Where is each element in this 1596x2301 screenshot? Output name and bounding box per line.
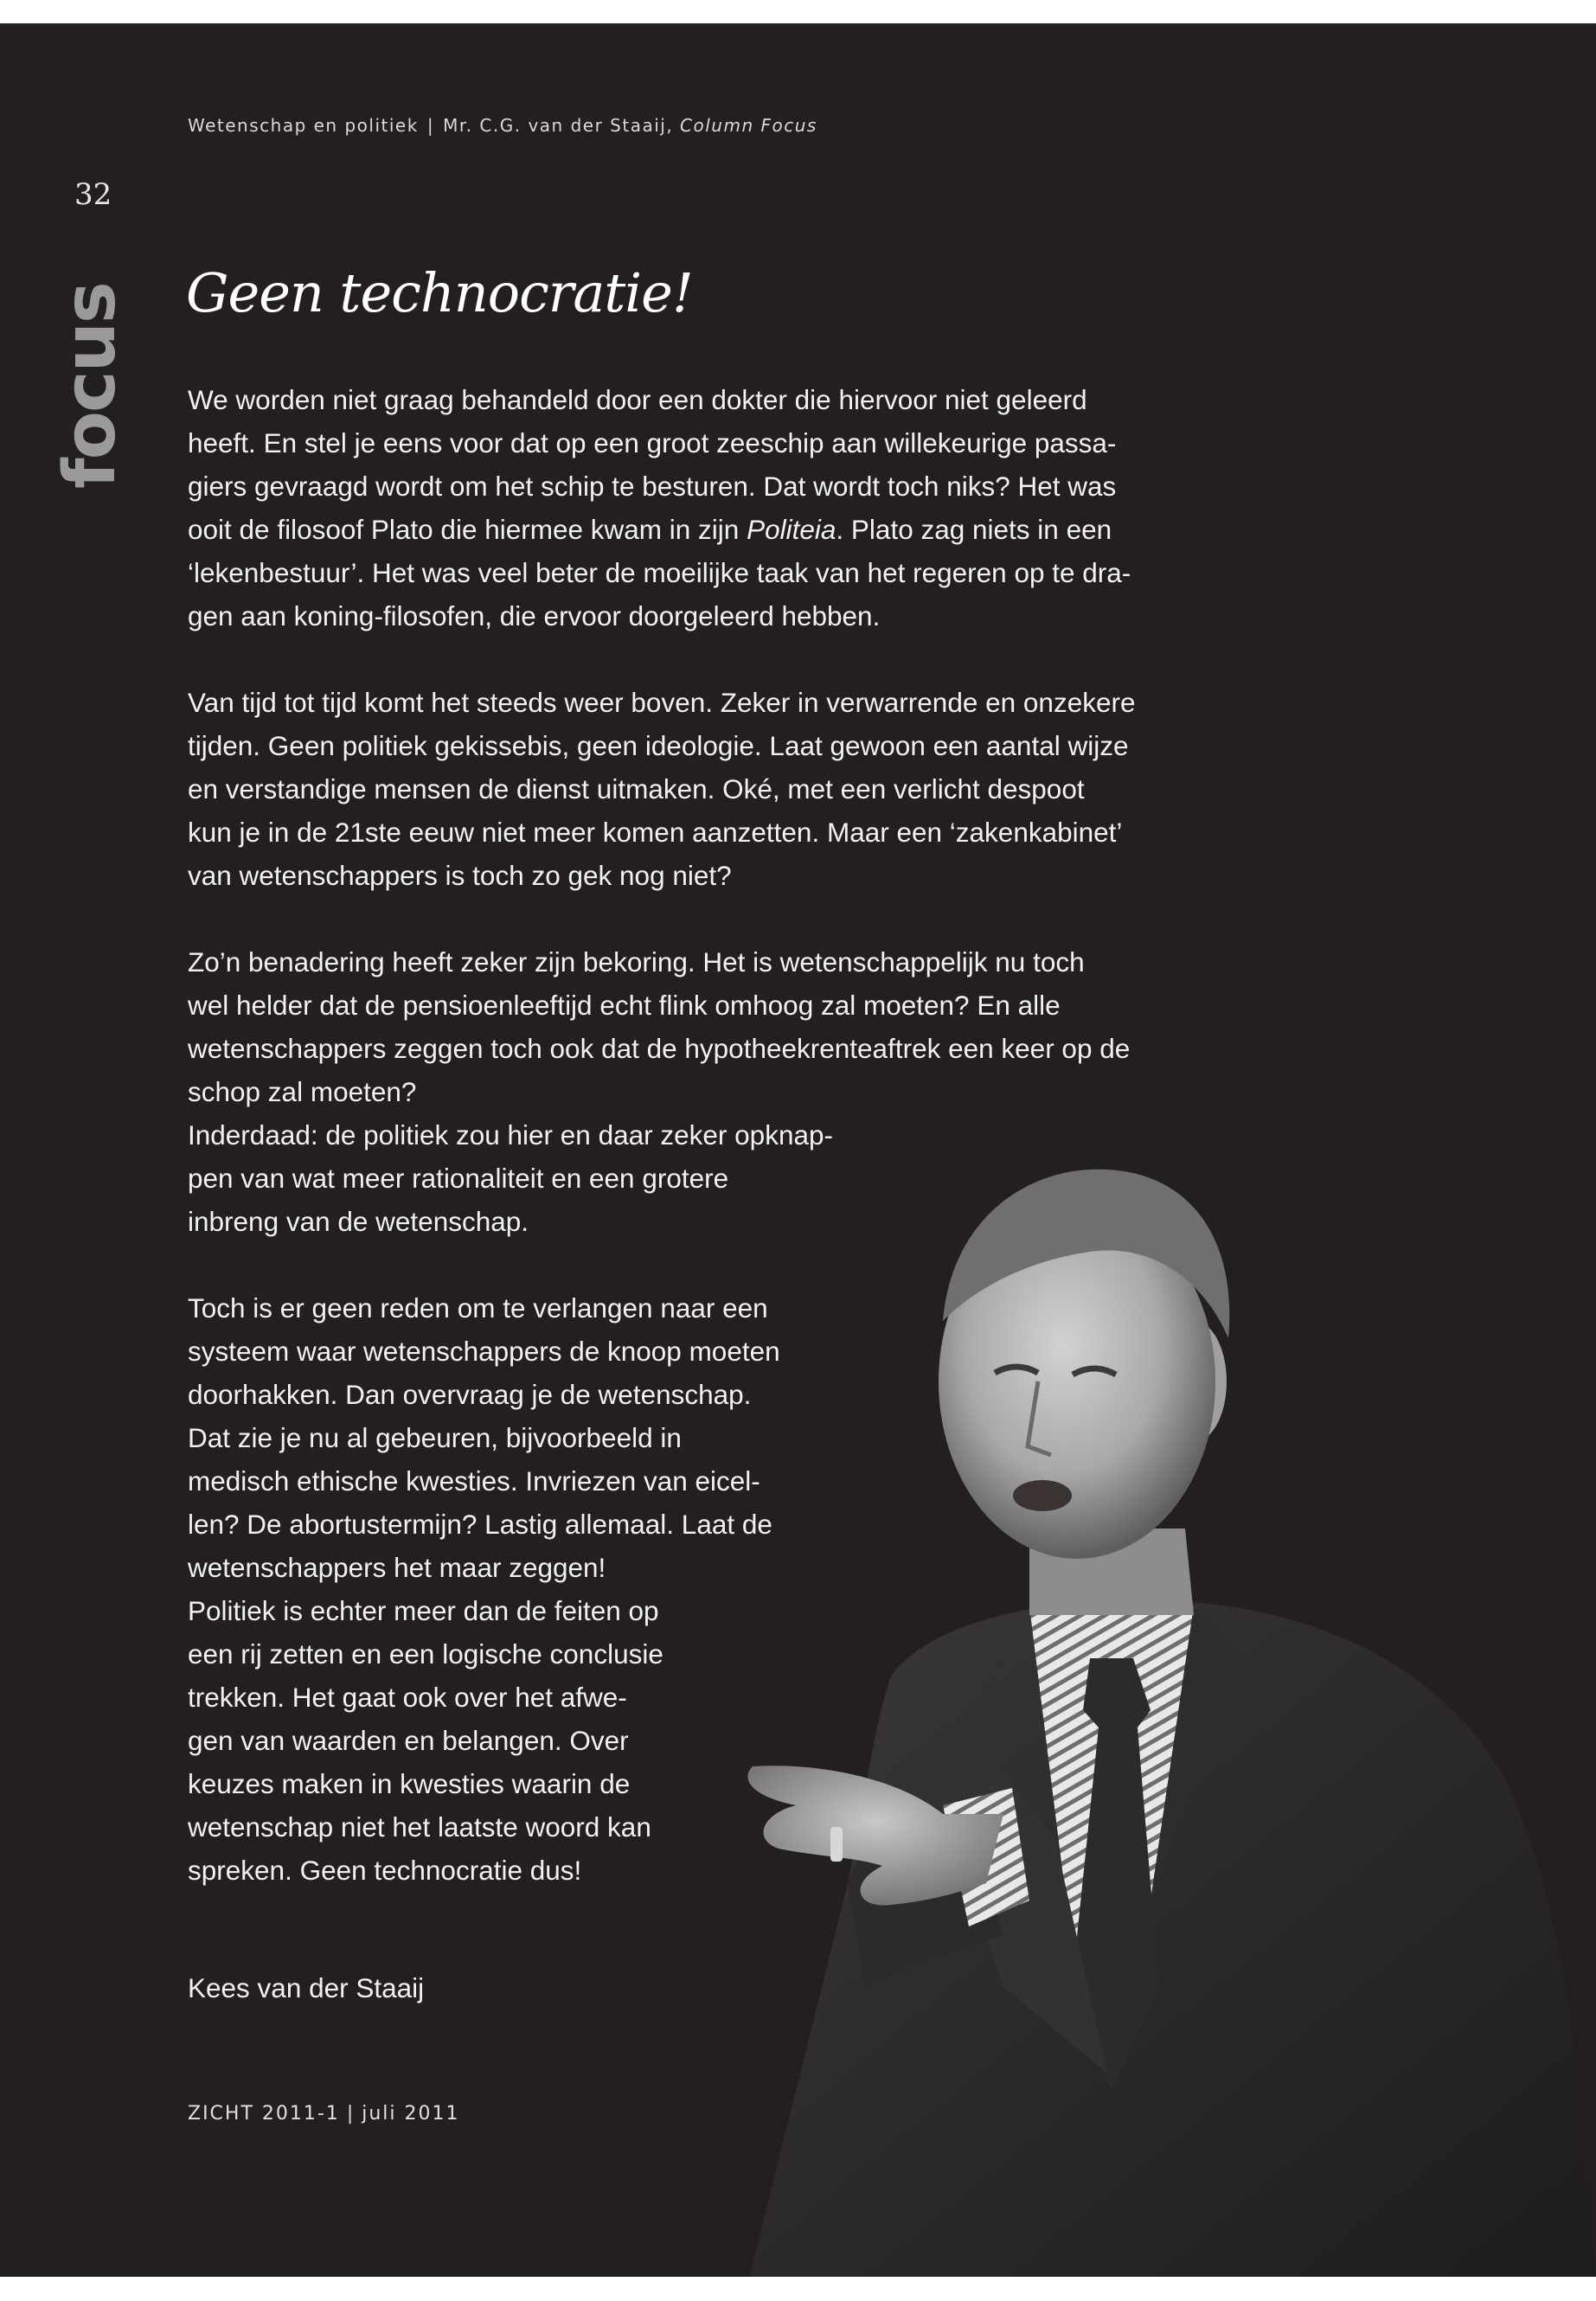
paragraph-4-line: medisch ethische kwesties. Invriezen van eicel- bbox=[188, 1465, 760, 1497]
book-title-politeia: Politeia bbox=[747, 514, 836, 545]
footer-publication: ZICHT 2011-1 bbox=[188, 2103, 340, 2125]
paragraph-2-line: kun je in de 21ste eeuw niet meer komen aanzetten. Maar een ‘zakenkabinet’ bbox=[188, 817, 1123, 848]
paragraph-1-line: heeft. En stel je eens voor dat op een groot zeeschip aan willekeurige passa- bbox=[188, 427, 1117, 458]
section-label-vertical: focus bbox=[49, 283, 131, 489]
paragraph-4-line: trekken. Het gaat ook over het afwe- bbox=[188, 1682, 627, 1713]
article-title: Geen technocratie! bbox=[186, 261, 693, 324]
page-number: 32 bbox=[74, 177, 112, 212]
paragraph-1-line: giers gevraagd wordt om het schip te besturen. Dat wordt toch niks? Het was bbox=[188, 471, 1117, 502]
magazine-page bbox=[0, 23, 1596, 2277]
paragraph-4-line: Politiek is echter meer dan de feiten op bbox=[188, 1595, 659, 1626]
page-bottom-margin bbox=[0, 2277, 1596, 2301]
paragraph-1-line bbox=[188, 508, 1136, 551]
paragraph-gap bbox=[188, 897, 1136, 940]
header-section: Wetenschap en politiek bbox=[188, 115, 419, 136]
paragraph-4-line: Toch is er geen reden om te verlangen naar een bbox=[188, 1292, 768, 1324]
paragraph-4-line: systeem waar wetenschappers de knoop moeten bbox=[188, 1336, 780, 1367]
page-footer bbox=[188, 2103, 460, 2125]
paragraph-3-line: wetenschappers zeggen toch ook dat de hypotheekrenteaftrek een keer op de bbox=[188, 1033, 1131, 1064]
article-body bbox=[188, 378, 1136, 1892]
paragraph-4-line: keuzes maken in kwesties waarin de bbox=[188, 1768, 631, 1799]
paragraph-4-line: doorhakken. Dan overvraag je de wetenschap. bbox=[188, 1379, 752, 1410]
paragraph-3-line: schop zal moeten? bbox=[188, 1076, 417, 1107]
paragraph-3-line: inbreng van de wetenschap. bbox=[188, 1206, 529, 1237]
paragraph-4-line: len? De abortustermijn? Lastig allemaal. Laat de bbox=[188, 1509, 772, 1540]
paragraph-2-line: tijden. Geen politiek gekissebis, geen ideologie. Laat gewoon een aantal wijze bbox=[188, 730, 1129, 761]
header-column: Column Focus bbox=[680, 115, 817, 136]
paragraph-2-line: van wetenschappers is toch zo gek nog niet? bbox=[188, 860, 732, 891]
paragraph-1-line: ‘lekenbestuur’. Het was veel beter de moeilijke taak van het regeren op te dra- bbox=[188, 557, 1131, 588]
header-separator: | bbox=[426, 115, 435, 136]
paragraph-3-line: Zo’n benadering heeft zeker zijn bekoring. Het is wetenschappelijk nu toch bbox=[188, 946, 1085, 977]
paragraph-4-line: een rij zetten en een logische conclusie bbox=[188, 1638, 663, 1670]
paragraph-4-line: wetenschap niet het laatste woord kan bbox=[188, 1811, 651, 1843]
paragraph-1-line: We worden niet graag behandeld door een dokter die hiervoor niet geleerd bbox=[188, 384, 1087, 415]
paragraph-gap bbox=[188, 638, 1136, 681]
paragraph-4-line: wetenschappers het maar zeggen! bbox=[188, 1552, 606, 1583]
paragraph-3-line: wel helder dat de pensioenleeftijd echt flink omhoog zal moeten? En alle bbox=[188, 990, 1061, 1021]
paragraph-3-line: pen van wat meer rationaliteit en een grotere bbox=[188, 1163, 729, 1194]
paragraph-4-line: spreken. Geen technocratie dus! bbox=[188, 1855, 582, 1886]
paragraph-gap bbox=[188, 1243, 1136, 1286]
paragraph-2-line: Van tijd tot tijd komt het steeds weer boven. Zeker in verwarrende en onzekere bbox=[188, 687, 1136, 718]
running-header bbox=[188, 115, 817, 136]
paragraph-3-line: Inderdaad: de politiek zou hier en daar zeker opknap- bbox=[188, 1119, 833, 1150]
text-span: ooit de filosoof Plato die hiermee kwam in zijn bbox=[188, 514, 740, 545]
author-signature: Kees van der Staaij bbox=[188, 1972, 425, 2003]
paragraph-4-line: Dat zie je nu al gebeuren, bijvoorbeeld in bbox=[188, 1422, 682, 1453]
header-author: Mr. C.G. van der Staaij, bbox=[443, 115, 674, 136]
footer-date: juli 2011 bbox=[362, 2103, 460, 2125]
paragraph-2-line: en verstandige mensen de dienst uitmaken. Oké, met een verlicht despoot bbox=[188, 773, 1085, 804]
text-span: . Plato zag niets in een bbox=[836, 514, 1112, 545]
footer-separator: | bbox=[346, 2103, 356, 2125]
paragraph-1-line: gen aan koning-filosofen, die ervoor doorgeleerd hebben. bbox=[188, 600, 881, 631]
paragraph-4-line: gen van waarden en belangen. Over bbox=[188, 1725, 629, 1756]
